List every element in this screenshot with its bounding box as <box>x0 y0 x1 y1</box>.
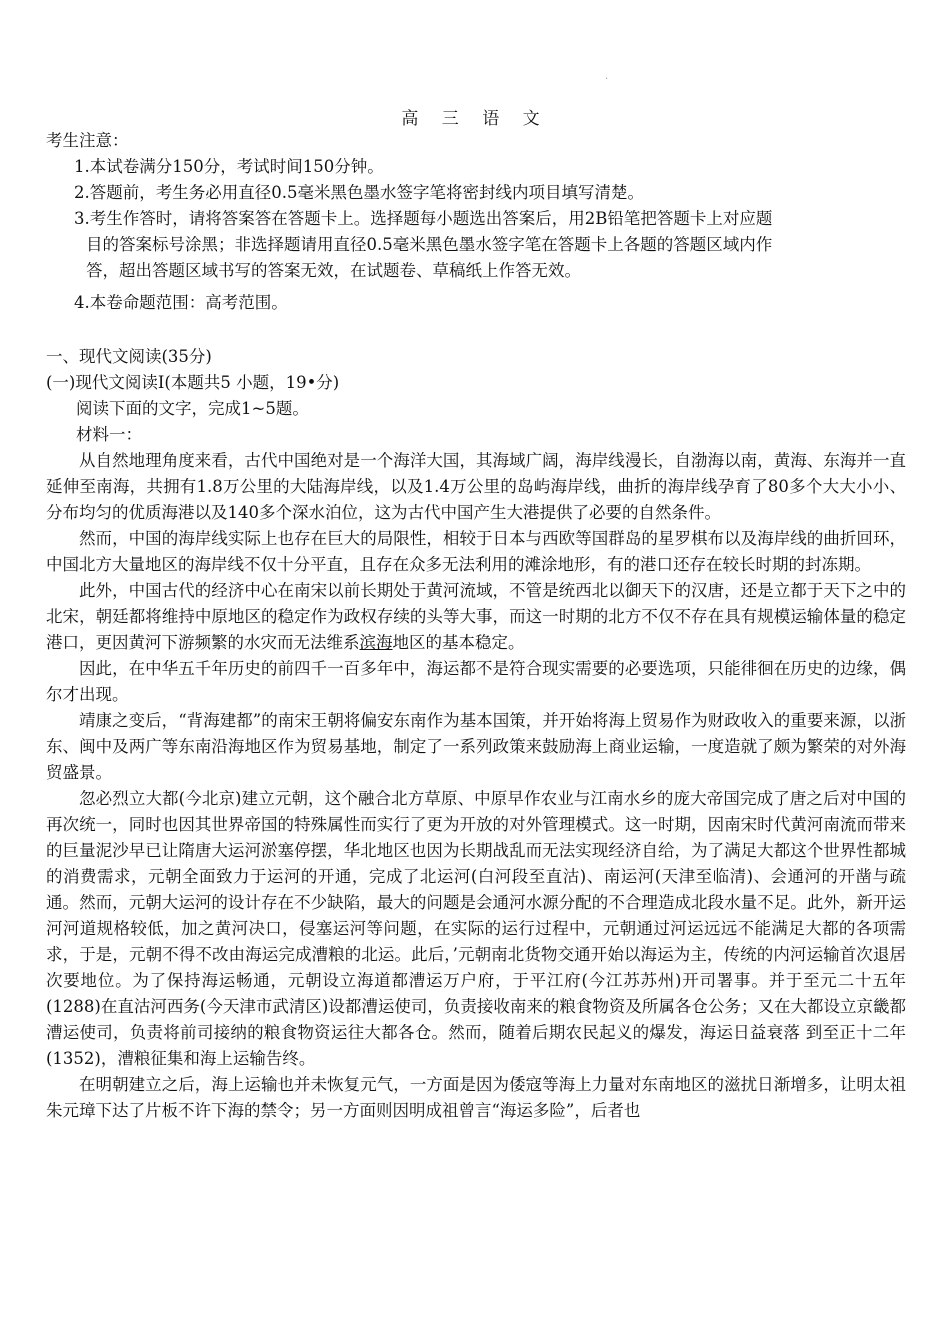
instruction: 阅读下面的文字，完成1~5题。 <box>76 399 309 418</box>
notice-heading: 考生注意： <box>46 131 129 150</box>
paragraph: 在明朝建立之后，海上运输也并未恢复元气，一方面是因为倭寇等海上力量对东南地区的滋扰日渐增多，让明太祖朱元璋下达了片板不许下海的禁令；另一方面则因明成祖曾言“海运多险”，后者也 <box>46 1075 906 1120</box>
notice-item: 4.本卷命题范围：高考范围。 <box>74 293 288 312</box>
section-heading: 一、现代文阅读(35分) <box>46 347 212 366</box>
corner-mark: · <box>605 74 609 85</box>
notice-item-continued: 目的答案标号涂黑；非选择题请用直径0.5毫米黑色墨水签字笔在答题卡上各题的答题区域内作 <box>86 235 773 254</box>
subsection-heading: (一)现代文阅读Ⅰ(本题共5 小题，19•分) <box>46 373 340 392</box>
paragraph: 然而，中国的海岸线实际上也存在巨大的局限性，相较于日本与西欧等国群岛的星罗棋布以及海岸线的曲折回环，中国北方大量地区的海岸线不仅十分平直，且存在众多无法利用的滩涂地形，有的港口还存在较长时期的封冻期。 <box>46 529 906 574</box>
notice-item: 2.答题前，考生务必用直径0.5毫米黑色墨水签字笔将密封线内项目填写清楚。 <box>74 183 644 202</box>
paragraph: 忽必烈立大都(今北京)建立元朝，这个融合北方草原、中原早作农业与江南水乡的庞大帝国完成了唐之后对中国的再次统一，同时也因其世界帝国的特殊属性而实行了更为开放的对外管理模式。这一时期，因南宋时代黄河南流而带来的巨量泥沙早已让隋唐大运河淤塞停摆，华北地区也因为长期战乱而无法实现经济自给，为了满足大都这个世界性都城的消费需求，元朝全面致力于运河的开通，完成了北运河(白河段至直沽)、南运河(天津至临清)、会通河的开凿与疏通。然而，元朝大运河的设计存在不少缺陷，最大的问题是会通河水源分配的不合理造成北段水量不足。此外，新开运河河道规格较低，加之黄河决口，侵塞运河等问题，在实际的运行过程中，元朝通过河运远远不能满足大都的各项需求，于是，元朝不得不改由海运完成漕粮的北运。此后，’元朝南北货物交通开始以海运为主，传统的内河运输首次退居次要地位。为了保持海运畅通，元朝设立海道都漕运万户府，于平江府(今江苏苏州)开司署事。并于至元二十五年(1288)在直沽河西务(今天津市武清区)设都漕运使司，负责接收南来的粮食物资及所属各仓公务；又在大都设立京畿都漕运使司，负责将前司接纳的粮食物资运往大都各仓。然而，随着后期农民起义的爆发，海运日益衰落 到至正十二年(1352)，漕粮征集和海上运输告终。 <box>46 789 906 1068</box>
paragraph-text: 此外，中国古代的经济中心在南宋以前长期处于黄河流域，不管是统西北以御天下的汉唐，还是立都于天下之中的北宋，朝廷都将维持中原地区的稳定作为政权存续的头等大事，而这一时期的北方不仅不存在具有规模运输体量的稳定港口，更因黄河下游频繁的水灾而无法维系 <box>46 581 906 652</box>
material-label: 材料一： <box>76 425 142 444</box>
underlined-term: 滨海 <box>359 633 393 652</box>
notice-item-continued: 答，超出答题区域书写的答案无效，在试题卷、草稿纸上作答无效。 <box>86 261 581 280</box>
notice-item: 3.考生作答时，请将答案答在答题卡上。选择题每小题选出答案后，用2B铅笔把答题卡上对应题 <box>74 209 773 228</box>
paragraph: 从自然地理角度来看，古代中国绝对是一个海洋大国，其海域广阔，海岸线漫长，自渤海以南，黄海、东海并一直延伸至南海，共拥有1.8万公里的大陆海岸线，以及1.4万公里的岛屿海岸线，曲折的海岸线孕育了80多个大大小小、分布均匀的优质海港以及140多个深水泊位，这为古代中国产生大港提供了必要的自然条件。 <box>46 451 906 522</box>
notice-item: 1.本试卷满分150分，考试时间150分钟。 <box>74 157 384 176</box>
reading-section <box>46 344 906 1124</box>
paragraph: 靖康之变后，“背海建都”的南宋王朝将偏安东南作为基本国策，并开始将海上贸易作为财政收入的重要来源，以浙东、闽中及两广等东南沿海地区作为贸易基地，制定了一系列政策来鼓励海上商业运输，一度造就了颇为繁荣的对外海贸盛景。 <box>46 711 906 782</box>
paragraph <box>46 578 906 656</box>
paragraph-text: 地区的基本稳定。 <box>392 633 525 652</box>
page-title: 高 三 语 文 <box>401 109 549 129</box>
paragraph: 因此，在中华五千年历史的前四千一百多年中，海运都不是符合现实需要的必要选项，只能徘徊在历史的边缘，偶尔才出现。 <box>46 659 906 704</box>
exam-notice <box>46 128 906 316</box>
